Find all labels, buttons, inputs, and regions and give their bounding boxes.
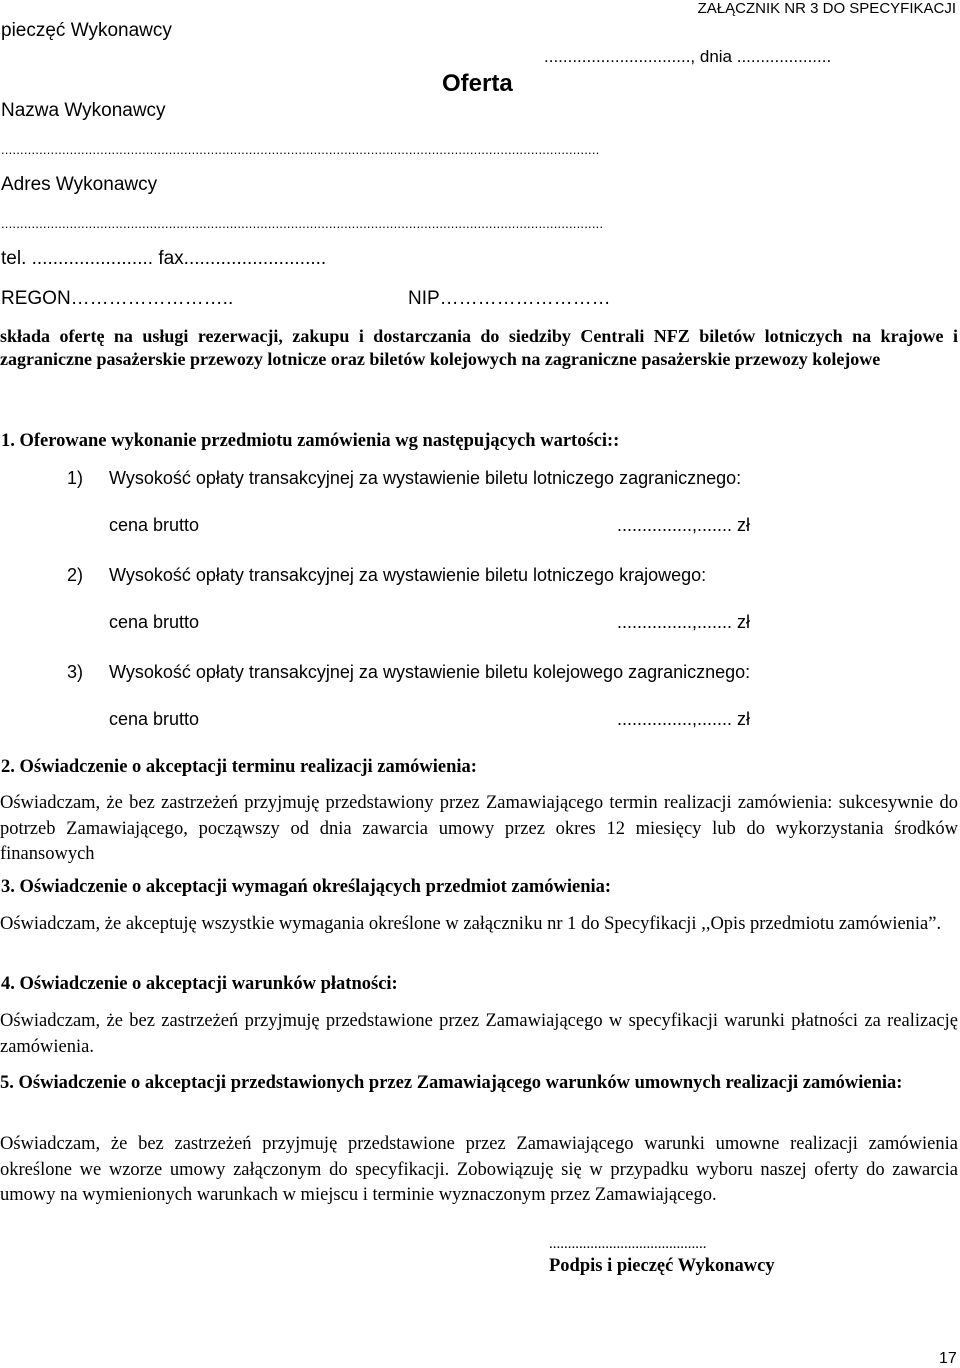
page-title: Oferta: [442, 70, 513, 97]
section-3-heading: 3. Oświadczenie o akceptacji wymagań określających przedmiot zamówienia:: [1, 877, 612, 897]
contractor-name-label: Nazwa Wykonawcy: [1, 100, 166, 121]
date-line: ..............................., dnia ....................: [544, 47, 832, 66]
item-3-price-label: cena brutto: [109, 709, 200, 729]
item-1-number: 1): [67, 468, 84, 488]
section-2-text: Oświadczam, że bez zastrzeżeń przyjmuję przedstawiony przez Zamawiającego termin realizacji zamówienia: sukcesywnie do potrzeb Zamawiającego, począwszy od dnia zawarcia umowy przez okres 12 miesięcy lub do wykorzystania środków finansowych: [0, 793, 958, 864]
item-3-text: Wysokość opłaty transakcyjnej za wystawienie biletu kolejowego zagranicznego:: [109, 662, 751, 682]
item-1-text: Wysokość opłaty transakcyjnej za wystawienie biletu lotniczego zagranicznego:: [109, 468, 742, 488]
item-2-price-label: cena brutto: [109, 612, 200, 632]
tel-fax-field[interactable]: tel. ....................... fax...........................: [1, 248, 327, 269]
nip-field[interactable]: NIP………………………: [408, 288, 611, 309]
stamp-label: pieczęć Wykonawcy: [1, 20, 172, 41]
item-2-number: 2): [67, 565, 84, 585]
item-1-price-label: cena brutto: [109, 515, 200, 535]
regon-field[interactable]: REGON……………………..: [1, 288, 234, 309]
signature-label: Podpis i pieczęć Wykonawcy: [549, 1256, 775, 1276]
item-1-price-field[interactable]: ...............,....... zł: [617, 515, 751, 535]
item-3-price-field[interactable]: ...............,....... zł: [617, 709, 751, 729]
item-3-number: 3): [67, 662, 84, 682]
section-5-text: Oświadczam, że bez zastrzeżeń przyjmuję przedstawione przez Zamawiającego warunki umowne realizacji zamówienia określone we wzorze umowy załączonym do specyfikacji. Zobowiązuję się w przypadku wyboru naszej oferty do zawarcia umowy na wymienionych warunkach w miejscu i terminie wyznaczonym przez Zamawiającego.: [0, 1134, 958, 1205]
offer-intro: składa ofertę na usługi rezerwacji, zakupu i dostarczania do siedziby Centrali NFZ biletów lotniczych na krajowe i zagraniczne pasażerskie przewozy lotnicze oraz biletów kolejowych na zagraniczne pasażerskie przewozy kolejowe: [0, 326, 958, 369]
contractor-name-field[interactable]: .............................................................................................................................................................: [1, 142, 600, 157]
section-4-heading: 4. Oświadczenie o akceptacji warunków płatności:: [1, 974, 398, 994]
item-2-price-field[interactable]: ...............,....... zł: [617, 612, 751, 632]
section-5-heading: 5. Oświadczenie o akceptacji przedstawionych przez Zamawiającego warunków umownych realizacji zamówienia:: [0, 1073, 903, 1093]
contractor-address-label: Adres Wykonawcy: [1, 174, 158, 195]
section-1-heading: 1. Oferowane wykonanie przedmiotu zamówienia wg następujących wartości::: [1, 431, 620, 451]
section-4-text: Oświadczam, że bez zastrzeżeń przyjmuję przedstawione przez Zamawiającego w specyfikacji warunki płatności za realizację zamówienia.: [0, 1011, 958, 1057]
section-2-heading: 2. Oświadczenie o akceptacji terminu realizacji zamówienia:: [1, 757, 477, 777]
contractor-address-field[interactable]: ..............................................................................................................................................................: [1, 216, 604, 231]
section-3-text: Oświadczam, że akceptuję wszystkie wymagania określone w załączniku nr 1 do Specyfikacji ,,Opis przedmiotu zamówienia”.: [0, 914, 942, 934]
item-2-text: Wysokość opłaty transakcyjnej za wystawienie biletu lotniczego krajowego:: [109, 565, 707, 585]
signature-line[interactable]: ..........................................: [549, 1236, 707, 1252]
page-number: 17: [939, 1350, 957, 1367]
annex-label: ZAŁĄCZNIK NR 3 DO SPECYFIKACJI: [697, 0, 956, 17]
